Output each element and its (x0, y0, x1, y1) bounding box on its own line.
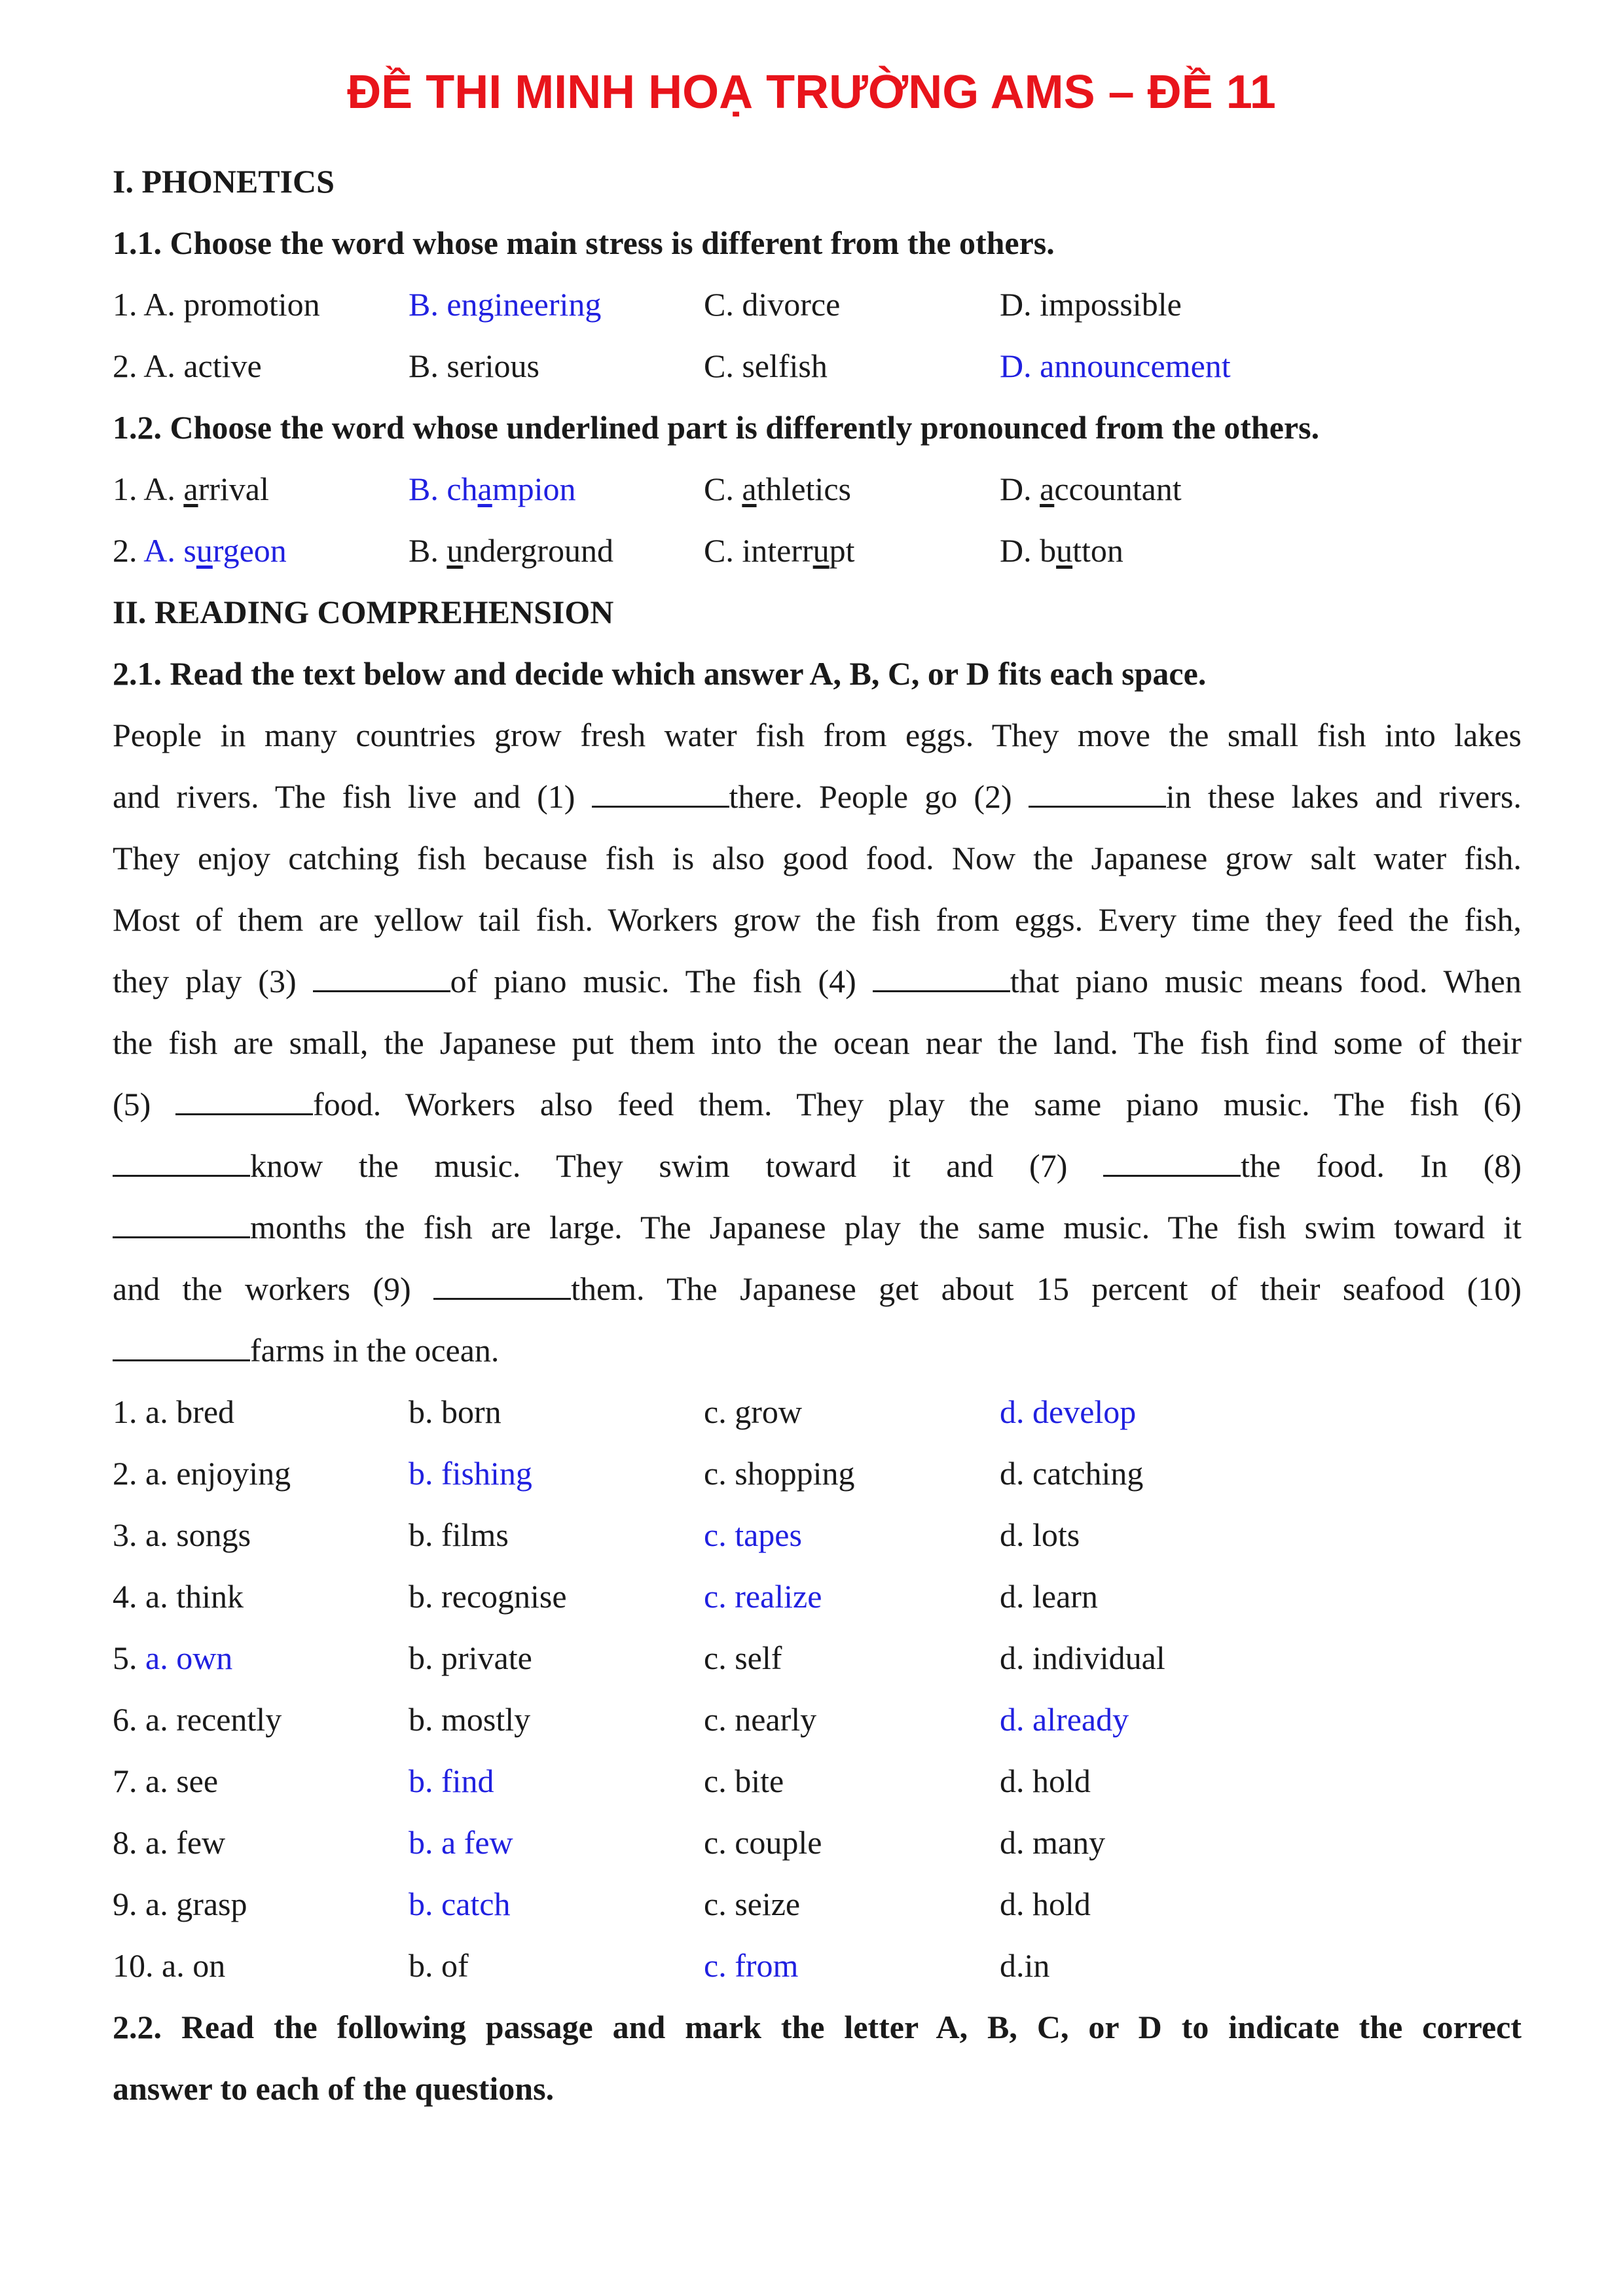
option-a: 4. a. think (113, 1578, 244, 1615)
blank-9 (433, 1272, 571, 1300)
instruction-2-1: 2.1. Read the text below and decide which answer A, B, C, or D fits each space. (113, 655, 1207, 692)
option-b-answer: B. engineering (409, 286, 602, 323)
option-c: c. shopping (704, 1455, 855, 1492)
passage-line: and rivers. The fish live and (1) there. People go (2) in these lakes and rivers. (113, 778, 1522, 815)
option-d: d. lots (1000, 1516, 1080, 1553)
cloze-options-row (113, 1627, 1522, 1689)
option-b: B. underground (409, 532, 613, 569)
page-title: ĐỀ THI MINH HOẠ TRƯỜNG AMS – ĐỀ 11 (347, 66, 1276, 118)
passage-line: farms in the ocean. (113, 1319, 1522, 1381)
cloze-options-row (113, 1873, 1522, 1935)
blank-4 (873, 964, 1010, 992)
option-b-answer: b. find (409, 1763, 494, 1799)
option-a: 1. A. promotion (113, 286, 320, 323)
passage-line: months the fish are large. The Japanese play the same music. The fish swim toward it (113, 1196, 1522, 1258)
option-b: b. private (409, 1640, 532, 1676)
option-d: D. accountant (1000, 471, 1182, 507)
option-b: B. serious (409, 348, 539, 384)
instruction-2-2-cont: answer to each of the questions. (113, 2070, 555, 2107)
blank-7 (1103, 1149, 1241, 1177)
option-a-answer: 2. A. surgeon (113, 532, 287, 569)
option-d: d. individual (1000, 1640, 1165, 1676)
option-a: 1. A. arrival (113, 471, 269, 507)
cloze-options-row (113, 1566, 1522, 1627)
option-c: C. divorce (704, 286, 841, 323)
option-c-answer: c. from (704, 1947, 799, 1984)
option-c: c. self (704, 1640, 782, 1676)
option-a: 2. A. active (113, 348, 262, 384)
pronunciation-question-1 (113, 458, 1522, 520)
cloze-options-row (113, 1504, 1522, 1566)
option-a: 8. a. few (113, 1824, 226, 1861)
option-c: c. seize (704, 1886, 801, 1922)
section-heading-phonetics: I. PHONETICS (113, 163, 335, 200)
option-c: C. interrupt (704, 532, 855, 569)
option-a: 6. a. recently (113, 1701, 282, 1738)
option-a: 10. a. on (113, 1947, 226, 1984)
option-a-answer: 5. a. own (113, 1640, 233, 1676)
cloze-options-row (113, 1689, 1522, 1750)
option-c-answer: c. realize (704, 1578, 822, 1615)
option-a: 7. a. see (113, 1763, 219, 1799)
option-d-answer: d. develop (1000, 1393, 1137, 1430)
cloze-options-row (113, 1935, 1522, 1996)
option-d: d.in (1000, 1947, 1050, 1984)
option-d-answer: d. already (1000, 1701, 1129, 1738)
blank-5 (175, 1087, 313, 1115)
stress-question-2 (113, 335, 1522, 397)
option-d: d. learn (1000, 1578, 1098, 1615)
option-a: 1. a. bred (113, 1393, 235, 1430)
passage-line: Most of them are yellow tail fish. Workers grow the fish from eggs. Every time they feed the fish, (113, 901, 1522, 938)
option-a: 3. a. songs (113, 1516, 251, 1553)
option-b: b. of (409, 1947, 469, 1984)
option-b-answer: b. fishing (409, 1455, 532, 1492)
option-c: c. bite (704, 1763, 784, 1799)
option-b: b. mostly (409, 1701, 531, 1738)
option-d: d. many (1000, 1824, 1106, 1861)
reading-passage (113, 704, 1522, 1381)
passage-line: They enjoy catching fish because fish is also good food. Now the Japanese grow salt water fish. (113, 840, 1522, 876)
option-b-answer: B. champion (409, 471, 576, 507)
option-d: d. hold (1000, 1763, 1091, 1799)
exam-content (113, 151, 1522, 2119)
cloze-options-row (113, 1381, 1522, 1443)
option-b: b. born (409, 1393, 501, 1430)
pronunciation-question-2 (113, 520, 1522, 581)
cloze-options-row (113, 1750, 1522, 1812)
blank-6 (113, 1149, 250, 1177)
blank-8 (113, 1210, 250, 1238)
option-d: d. catching (1000, 1455, 1144, 1492)
option-d-answer: D. announcement (1000, 348, 1231, 384)
instruction-1-1: 1.1. Choose the word whose main stress is different from the others. (113, 224, 1055, 261)
cloze-options-row (113, 1443, 1522, 1504)
stress-question-1 (113, 274, 1522, 335)
option-b: b. recognise (409, 1578, 567, 1615)
option-a: 9. a. grasp (113, 1886, 247, 1922)
option-c: c. nearly (704, 1701, 817, 1738)
passage-line: they play (3) of piano music. The fish (4) that piano music means food. When (113, 963, 1522, 999)
passage-line: know the music. They swim toward it and (7) the food. In (8) (113, 1135, 1522, 1196)
option-d: d. hold (1000, 1886, 1091, 1922)
passage-line: (5) food. Workers also feed them. They play the same piano music. The fish (6) (113, 1086, 1522, 1122)
passage-line: and the workers (9) them. The Japanese get about 15 percent of their seafood (10) (113, 1270, 1522, 1307)
blank-2 (1029, 780, 1166, 808)
option-b: b. films (409, 1516, 509, 1553)
option-d: D. impossible (1000, 286, 1182, 323)
cloze-options-row (113, 1812, 1522, 1873)
section-heading-reading: II. READING COMPREHENSION (113, 594, 614, 630)
option-d: D. button (1000, 532, 1123, 569)
blank-3 (313, 964, 450, 992)
option-c: c. grow (704, 1393, 802, 1430)
instruction-2-2: 2.2. Read the following passage and mark the letter A, B, C, or D to indicate the correct (113, 2009, 1522, 2045)
blank-1 (592, 780, 729, 808)
option-c: C. selfish (704, 348, 828, 384)
passage-line: People in many countries grow fresh water fish from eggs. They move the small fish into lakes (113, 717, 1522, 753)
passage-line: the fish are small, the Japanese put them into the ocean near the land. The fish find some of their (113, 1024, 1522, 1061)
option-b-answer: b. catch (409, 1886, 511, 1922)
instruction-1-2: 1.2. Choose the word whose underlined part is differently pronounced from the others. (113, 409, 1320, 446)
option-c-answer: c. tapes (704, 1516, 802, 1553)
option-b-answer: b. a few (409, 1824, 513, 1861)
answer-options (113, 1381, 1522, 1996)
blank-10 (113, 1333, 250, 1361)
option-c: C. athletics (704, 471, 851, 507)
option-a: 2. a. enjoying (113, 1455, 291, 1492)
option-c: c. couple (704, 1824, 822, 1861)
